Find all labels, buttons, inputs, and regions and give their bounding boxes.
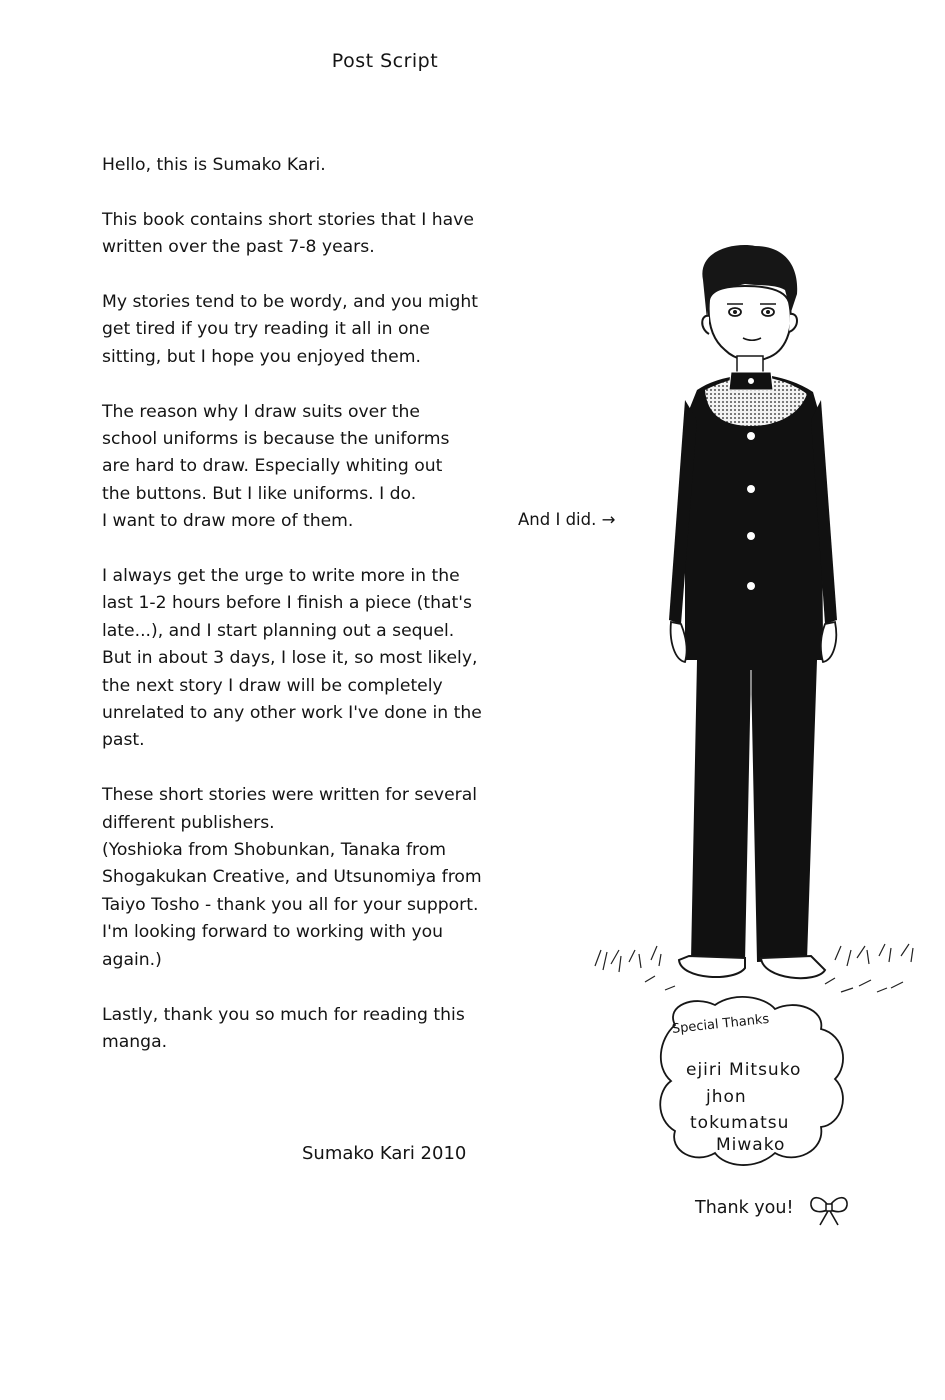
paragraph-uniforms: The reason why I draw suits over the school uniforms is because the uniforms are hard to draw. Especially whiting out the buttons. But I like uniforms. I do. I want to draw more of them. [102, 401, 450, 532]
ribbon-bow-icon [808, 1193, 850, 1227]
thanks-name-4: Miwako [716, 1135, 786, 1155]
postscript-body [102, 152, 552, 1084]
thanks-name-3: tokumatsu [690, 1113, 790, 1133]
paragraph-sequels: I always get the urge to write more in the last 1-2 hours before I finish a piece (that's late...), and I start planning out a sequel. But in about 3 days, I lose it, so most likely, the next story I draw will be completely unrelated to any other work I've done in the past. [102, 566, 482, 751]
paragraph-closing-thanks: Lastly, thank you so much for reading this manga. [102, 1004, 465, 1052]
page-title: Post Script [331, 50, 439, 72]
paragraph-wordy-stories: My stories tend to be wordy, and you might get tired if you try reading it all in one sitting, but I hope you enjoyed them. [102, 292, 479, 367]
aside-note: And I did. → [518, 510, 616, 529]
thanks-name-1: ejiri Mitsuko [686, 1060, 802, 1080]
thanks-name-2: jhon [706, 1087, 747, 1107]
paragraph-publishers: These short stories were written for several different publishers. (Yoshioka from Shobunkan, Tanaka from Shogakukan Creative, and Utsunomiya from Taiyo Tosho - thank you all for your support. I'm looking forward to working with you again.) [102, 785, 482, 970]
thank-you-text: Thank you! [695, 1198, 794, 1218]
paragraph-greeting: Hello, this is Sumako Kari. [102, 155, 326, 175]
special-thanks-title: Special Thanks [671, 1011, 770, 1037]
author-signature: Sumako Kari 2010 [302, 1143, 467, 1164]
student-illustration [585, 240, 925, 1040]
paragraph-book-contents: This book contains short stories that I have written over the past 7-8 years. [102, 209, 474, 258]
